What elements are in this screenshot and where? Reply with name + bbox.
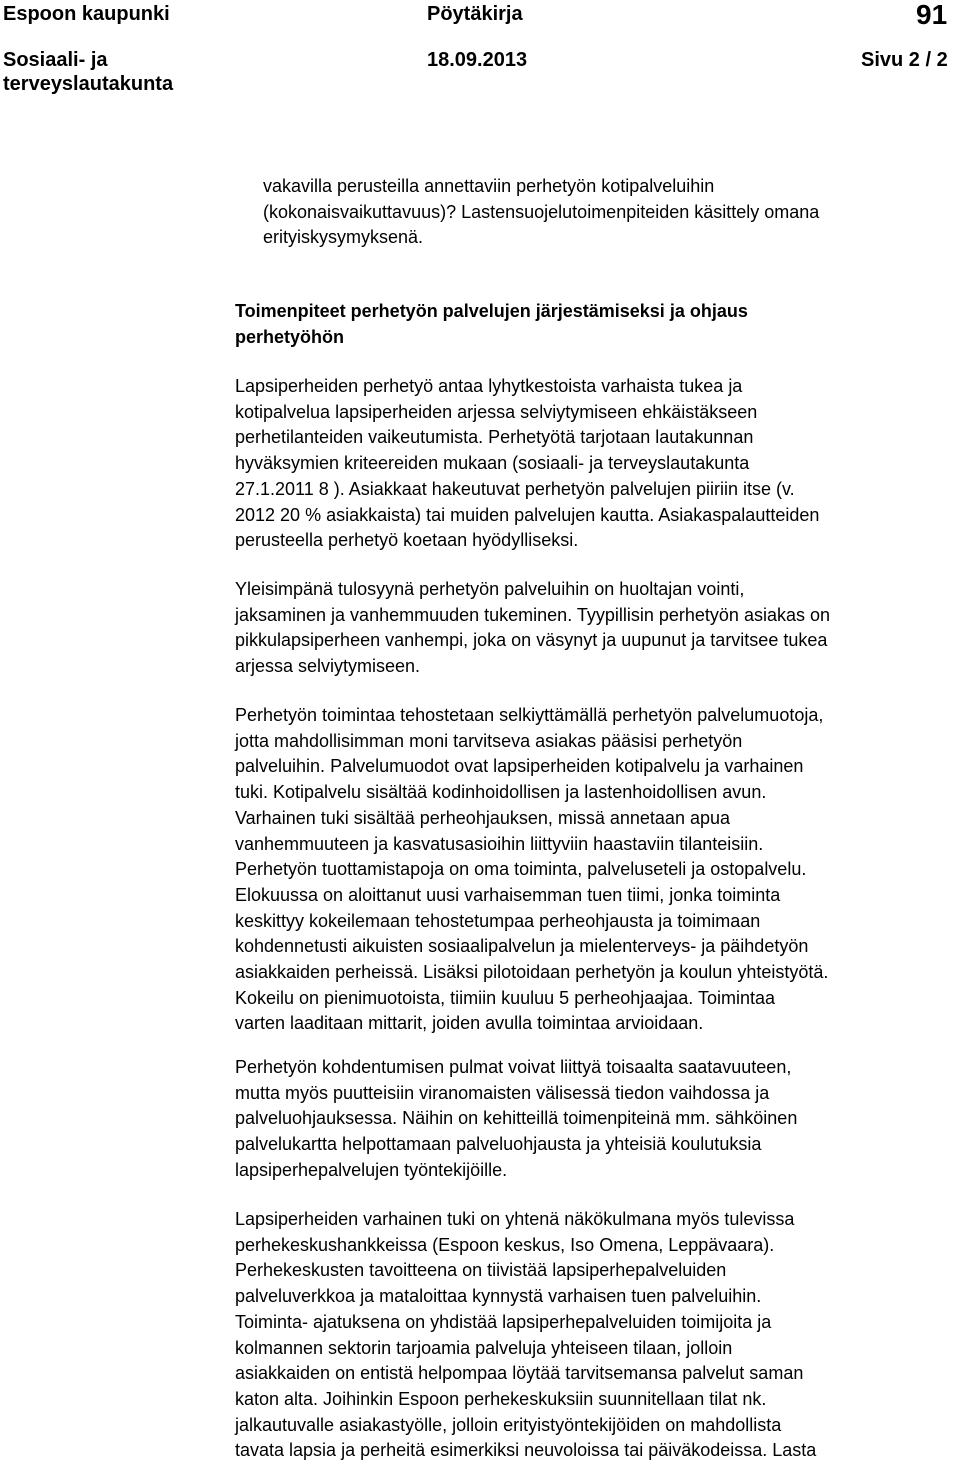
text-line: Perhetyön tuottamistapoja on oma toiminta, palveluseteli ja ostopalvelu. [235,859,807,880]
text-line: arjessa selviytymiseen. [235,656,421,677]
text-line: palvelukartta helpottamaan palveluohjausta ja yhteisiä koulutuksia [235,1134,762,1155]
text-line: perusteella perhetyö koetaan hyödylliseksi. [235,530,579,551]
city-name: Espoon kaupunki [3,3,170,25]
paragraph-3 [235,703,960,1037]
text-line: kohdennetusti aikuisten sosiaalipalvelun ja mielenterveys- ja päihdetyön [235,936,809,957]
text-line: vakavilla perusteilla annettaviin perhetyön kotipalveluihin [263,176,715,196]
paragraph-4 [235,1055,960,1184]
text-line: asiakkaiden on entistä helpompaa löytää tarvitsemansa palvelut saman [235,1363,804,1384]
heading-line: Toimenpiteet perhetyön palvelujen järjestämiseksi ja ohjaus [235,301,748,321]
board-name-line2: terveyslautakunta [3,73,174,95]
text-line: Varhainen tuki sisältää perheohjauksen, missä annetaan apua [235,807,730,828]
text-line: palveluohjauksessa. Näihin on kehitteillä toimenpiteinä mm. sähköinen [235,1108,798,1129]
paragraph-5 [235,1207,960,1464]
text-line: Lapsiperheiden varhainen tuki on yhtenä näkökulmana myös tulevissa [235,1209,795,1229]
paragraph-1 [235,374,960,554]
text-line: varten laaditaan mittarit, joiden avulla toimintaa arvioidaan. [235,1013,704,1034]
text-line: hyväksymien kriteereiden mukaan (sosiaali- ja terveyslautakunta [235,453,750,474]
text-line: tavata lapsia ja perheitä esimerkiksi neuvoloissa tai päiväkodeissa. Lasta [235,1440,817,1461]
heading-line: perhetyöhön [235,326,345,347]
text-line: jaksaminen ja vanhemmuuden tukeminen. Tyypillisin perhetyön asiakas on [235,604,831,625]
text-line: perhekeskushankkeissa (Espoon keskus, Iso Omena, Leppävaara). [235,1234,775,1255]
text-line: Perhetyön kohdentumisen pulmat voivat liittyä toisaalta saatavuuteen, [235,1057,792,1077]
text-line: palveluverkkoa ja mataloittaa kynnystä varhaisen tuen palveluihin. [235,1286,762,1307]
text-line: jalkautuvalle asiakastyölle, jolloin erityistyöntekijöiden on mahdollista [235,1414,782,1435]
text-line: pikkulapsiperheen vanhempi, joka on väsynyt ja uupunut ja tarvitsee tukea [235,630,828,651]
text-line: jotta mahdollisimman moni tarvitseva asiakas pääsisi perhetyön [235,730,743,751]
text-line: Lapsiperheiden perhetyö antaa lyhytkestoista varhaista tukea ja [235,376,743,396]
document-header [0,0,960,95]
meeting-date: 18.09.2013 [427,49,528,71]
section-heading [235,299,960,350]
text-line: kotipalvelua lapsiperheiden arjessa selviytymiseen ehkäistäkseen [235,401,758,422]
text-line: perhetilanteiden vaikeutumista. Perhetyötä tarjotaan lautakunnan [235,427,754,448]
text-line: vanhemmuuteen ja kasvatusasioihin liittyviin haastaviin tilanteisiin. [235,833,764,854]
text-line: keskittyy kokeilemaan tehostetumpaa perheohjausta ja toimimaan [235,910,761,931]
text-line: (kokonaisvaikuttavuus)? Lastensuojelutoimenpiteiden käsittely omana [263,201,820,222]
text-line: Perhekeskusten tavoitteena on tiivistää lapsiperhepalveluiden [235,1260,727,1281]
document-type: Pöytäkirja [427,3,523,25]
text-line: erityiskysymyksenä. [263,227,424,248]
text-line: mutta myös puutteisiin viranomaisten välisessä tiedon vaihdossa ja [235,1082,770,1103]
text-line: Yleisimpänä tulosyynä perhetyön palveluihin on huoltajan vointi, [235,579,745,599]
intro-paragraph [263,174,960,251]
page-indicator: Sivu 2 / 2 [861,49,948,71]
board-name-line1: Sosiaali- ja [3,49,108,71]
text-line: Perhetyön toimintaa tehostetaan selkiyttämällä perhetyön palvelumuotoja, [235,705,824,725]
text-line: tuki. Kotipalvelu sisältää kodinhoidollisen ja lastenhoidollisen avun. [235,782,767,803]
paragraph-2 [235,577,960,680]
text-line: 27.1.2011 8 ). Asiakkaat hakeutuvat perhetyön palvelujen piiriin itse (v. [235,478,795,499]
section-number: 91 [916,0,948,30]
text-line: lapsiperhepalvelujen työntekijöille. [235,1159,508,1180]
text-line: palveluihin. Palvelumuodot ovat lapsiperheiden kotipalvelu ja varhainen [235,756,804,777]
text-line: Kokeilu on pienimuotoista, tiimiin kuuluu 5 perheohjaajaa. Toimintaa [235,987,775,1008]
text-line: 2012 20 % asiakkaista) tai muiden palvelujen kautta. Asiakaspalautteiden [235,504,820,525]
text-line: Elokuussa on aloittanut uusi varhaisemman tuen tiimi, jonka toiminta [235,884,781,905]
text-line: asiakkaiden perheissä. Lisäksi pilotoidaan perhetyön ja koulun yhteistyötä. [235,962,829,983]
text-line: kolmannen sektorin tarjoamia palveluja yhteiseen tilaan, jolloin [235,1337,733,1358]
text-line: katon alta. Joihinkin Espoon perhekeskuksiin suunnitellaan tilat nk. [235,1388,767,1409]
text-line: Toiminta- ajatuksena on yhdistää lapsiperhepalveluiden toimijoita ja [235,1311,772,1332]
